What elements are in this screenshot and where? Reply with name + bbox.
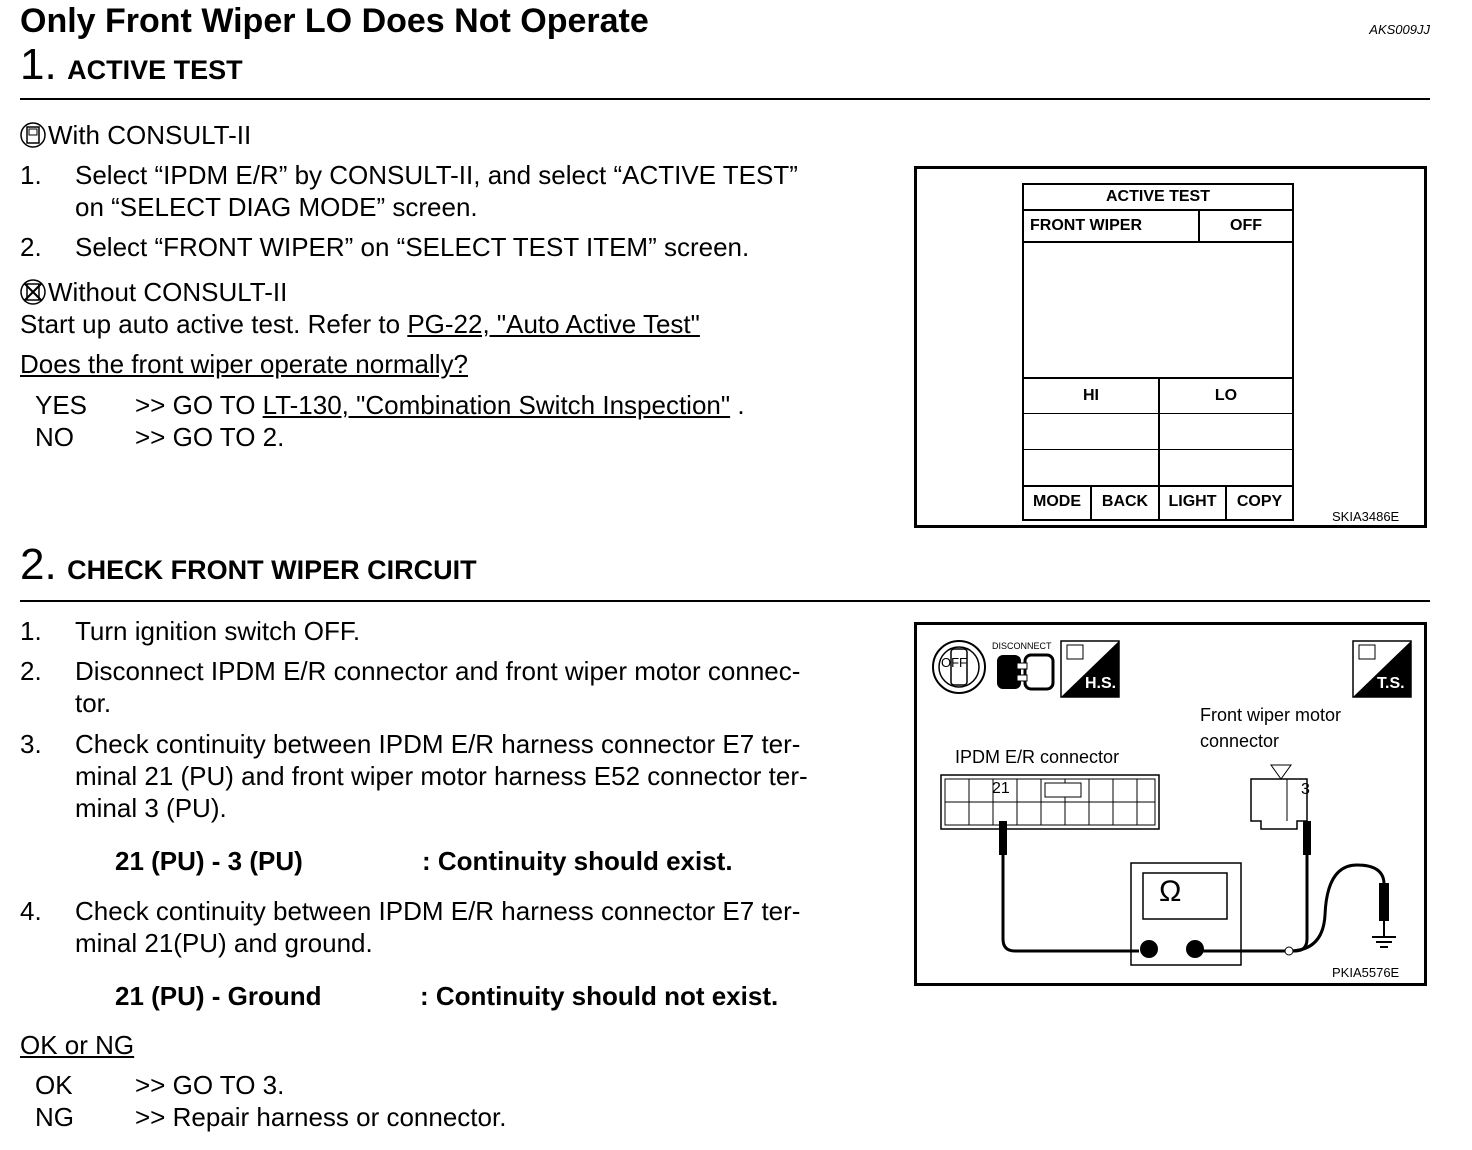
ng-text: >> Repair harness or connector. bbox=[135, 1102, 507, 1132]
wire-junction bbox=[1285, 947, 1293, 955]
probe-ground bbox=[1379, 883, 1389, 921]
ts-label: T.S. bbox=[1377, 675, 1405, 692]
s1-step1-line1: Select “IPDM E/R” by CONSULT-II, and select “ACTIVE TEST” bbox=[75, 160, 798, 190]
auto-test-link[interactable]: PG-22, "Auto Active Test" bbox=[407, 309, 700, 339]
section1-heading bbox=[20, 40, 243, 90]
probe-left bbox=[999, 821, 1007, 855]
with-consult-line bbox=[20, 120, 251, 151]
consult-item: FRONT WIPER bbox=[1030, 217, 1142, 234]
ng-label: NG bbox=[35, 1102, 74, 1132]
s2-step3-line2: minal 21 (PU) and front wiper motor harness E52 connector ter- bbox=[75, 761, 808, 791]
yes-line bbox=[135, 390, 745, 421]
consult-screen-title: ACTIVE TEST bbox=[1105, 188, 1210, 205]
wiring-fig-id: PKIA5576E bbox=[1332, 965, 1400, 980]
spec2-right: : Continuity should not exist. bbox=[420, 981, 779, 1011]
s2-step4-line2: minal 21(PU) and ground. bbox=[75, 928, 373, 958]
no-label: NO bbox=[35, 422, 74, 452]
s2-step4-line1: Check continuity between IPDM E/R harness connector E7 ter- bbox=[75, 896, 801, 926]
consult-hi: HI bbox=[1083, 387, 1099, 404]
s1-step2-line1: Select “FRONT WIPER” on “SELECT TEST ITEM” screen. bbox=[75, 232, 750, 262]
ok-text: >> GO TO 3. bbox=[135, 1070, 285, 1100]
consult-mode-button: MODE bbox=[1033, 493, 1081, 510]
s1-step2-num: 2. bbox=[20, 232, 42, 262]
disconnect-icon bbox=[997, 655, 1053, 689]
consult-icon bbox=[20, 122, 46, 148]
consult-light-button: LIGHT bbox=[1168, 493, 1217, 510]
disconnect-label: DISCONNECT bbox=[992, 641, 1052, 651]
yes-text: >> GO TO bbox=[135, 390, 263, 420]
motor-label-line2: connector bbox=[1200, 731, 1280, 751]
section2-number: 2. bbox=[20, 540, 57, 589]
consult-screen bbox=[1022, 183, 1294, 521]
section2-title: CHECK FRONT WIPER CIRCUIT bbox=[67, 555, 477, 585]
consult-lo: LO bbox=[1214, 387, 1238, 404]
auto-test-text: Start up auto active test. Refer to bbox=[20, 309, 408, 339]
hs-label: H.S. bbox=[1085, 675, 1117, 692]
without-consult-line bbox=[20, 277, 287, 308]
s2-step3-line3: minal 3 (PU). bbox=[75, 793, 227, 823]
probe-right bbox=[1303, 821, 1311, 855]
with-consult-label: With CONSULT-II bbox=[48, 120, 252, 150]
s2-step4-num: 4. bbox=[20, 896, 42, 926]
result-question: OK or NG bbox=[20, 1030, 135, 1060]
section1-rule bbox=[20, 98, 1430, 100]
ipdm-connector bbox=[941, 775, 1159, 829]
off-label: OFF bbox=[941, 655, 967, 670]
yes-end: . bbox=[730, 390, 745, 420]
s2-step2-num: 2. bbox=[20, 656, 42, 686]
consult-back-button: BACK bbox=[1101, 493, 1149, 510]
auto-test-line bbox=[20, 309, 700, 340]
ok-label: OK bbox=[35, 1070, 73, 1100]
consult-fig-id: SKIA3486E bbox=[1332, 509, 1400, 524]
s1-step1-num: 1. bbox=[20, 160, 42, 190]
yes-link[interactable]: LT-130, "Combination Switch Inspection" bbox=[262, 390, 731, 420]
section1-number: 1. bbox=[20, 40, 57, 89]
terminal-21: 21 bbox=[992, 780, 1010, 797]
ground-symbol-icon bbox=[1372, 921, 1396, 947]
yes-label: YES bbox=[35, 390, 88, 420]
no-consult-icon bbox=[20, 279, 46, 305]
s2-step2-line1: Disconnect IPDM E/R connector and front wiper motor connec- bbox=[75, 656, 801, 686]
page-title: Only Front Wiper LO Does Not Operate bbox=[20, 2, 649, 40]
s1-step1-line2: on “SELECT DIAG MODE” screen. bbox=[75, 192, 478, 222]
spec1-right: : Continuity should exist. bbox=[422, 846, 733, 876]
wiring-diagram bbox=[917, 625, 1424, 983]
spec2-left: 21 (PU) - Ground bbox=[115, 981, 322, 1011]
consult-value: OFF bbox=[1230, 217, 1262, 234]
s2-step1-num: 1. bbox=[20, 616, 42, 646]
section2-heading bbox=[20, 540, 477, 590]
ipdm-label: IPDM E/R connector bbox=[955, 747, 1120, 767]
s2-step2-line2: tor. bbox=[75, 688, 112, 718]
consult-copy-button: COPY bbox=[1236, 493, 1283, 510]
section1-question: Does the front wiper operate normally? bbox=[20, 349, 469, 379]
motor-connector bbox=[1251, 765, 1307, 829]
section2-rule bbox=[20, 600, 1430, 602]
spec1-left: 21 (PU) - 3 (PU) bbox=[115, 846, 303, 876]
wire-ground bbox=[1289, 865, 1384, 951]
wire-left bbox=[1003, 855, 1139, 951]
consult-screen-figure bbox=[914, 166, 1427, 528]
motor-label-line1: Front wiper motor bbox=[1200, 705, 1342, 725]
s2-step1-text: Turn ignition switch OFF. bbox=[75, 616, 361, 646]
terminal-3: 3 bbox=[1301, 781, 1310, 798]
ohm-symbol: Ω bbox=[1159, 875, 1182, 908]
s2-step3-line1: Check continuity between IPDM E/R harness connector E7 ter- bbox=[75, 729, 801, 759]
s2-step3-num: 3. bbox=[20, 729, 42, 759]
no-text: >> GO TO 2. bbox=[135, 422, 285, 452]
doc-id: AKS009JJ bbox=[1369, 22, 1430, 37]
without-consult-label: Without CONSULT-II bbox=[48, 277, 288, 307]
section1-title: ACTIVE TEST bbox=[67, 55, 243, 85]
wiring-figure bbox=[914, 622, 1427, 986]
